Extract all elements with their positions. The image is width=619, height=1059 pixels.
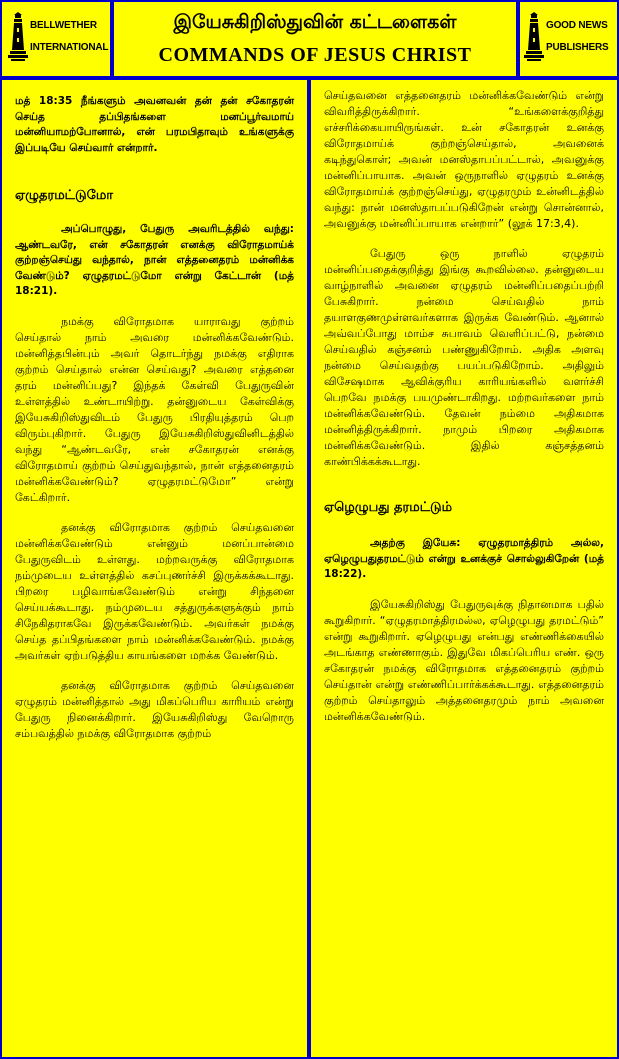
page-title-tamil: இயேசுகிறிஸ்துவின் கட்டளைகள் [173,11,457,33]
logo-line-1: BELLWETHER [30,20,97,31]
section-heading-seven-times: ஏழுதரமட்டுமோ [15,188,114,203]
lighthouse-icon [8,12,28,62]
section-heading-seventy-times: ஏழெழுபது தரமட்டும் [324,500,453,515]
paragraph: இயேசுகிறிஸ்து பேதுருவுக்கு நிதானமாக பதில் கூறுகிறார். “ஏழுதரமாத்திரமல்ல, ஏழெழுபது தரமட்டும்” என்று கூறுகிறார். ஏழெழுபது என்பது எண்ணிக்கையில் அடங்காத எண்ணாகும். இதுவே மிகப்பெரிய எண். ஒரு சகோதரன் நமக்கு விரோதமாக எத்தனைதரம் குற்றம் செய்தான் என்று எண்ணிப்பார்க்கக்கூடாது. எத்தனைதரம் குற்றம் செய்தாலும் அத்தனைதரமும் நாம் அவனை மன்னிக்கவேண்டும். [324,597,604,723]
logo-line-1: GOOD NEWS [546,20,608,31]
bellwether-logo [8,12,108,62]
paragraph: பேதுரு ஒரு நாளில் ஏழுதரம் மன்னிப்பதைக்குறித்து இங்கு கூறவில்லை. தன்னுடைய வாழ்நாளில் அவனை ஏழுதரம் மன்னிப்பதைப்பற்றி பேசுகிறார். நன்மை செய்வதில் நாம் தயாளகுணமுள்ளவர்களாக இருக்க வேண்டும். ஆனால் அவ்வப்போது மாம்ச சுபாவம் வெளிப்பட்டு, நன்மை செய்வதில் கஞ்சனம் பண்ணுகிறோம். அதிக அளவு நன்மை செய்வதற்கு பயப்படுகிறோம். அதிலும் விசேஷமாக ஆவிக்குரிய காரியங்களில் வளர்ச்சி பெறவே நமக்கு பயமுண்டாகிறது. மற்றவர்களை நாம் மன்னிக்கவேண்டும். தேவன் நம்மை அதிகமாக மன்னித்திருக்கிறார். நாமும் பிறரை அதிகமாக மன்னிக்கவேண்டும். இதில் கஞ்சத்தனம் காண்பிக்கக்கூடாது. [324,247,604,468]
paragraph: நமக்கு விரோதமாக யாராவது குற்றம் செய்தால் நாம் அவரை மன்னிக்கவேண்டும். மன்னித்தபின்பும் அவர் தொடர்ந்து நமக்கு எதிராக குற்றம் செய்தால் என்ன செய்வது? அவரை எத்தனை தரம் மன்னிப்பது? இந்தக் கேள்வி பேதுருவின் உள்ளத்தில் உண்டாயிற்று. தன்னுடைய கேள்விக்கு இயேசுகிறிஸ்துவிடம் பேதுரு பிரதியுத்தரம் பெற விரும்புகிறார். பேதுரு இயேசுகிறிஸ்துவினிடத்தில் வந்து “ஆண்டவரே, என் சகோதரன் எனக்கு விரோதமாய் குற்றம் செய்துவந்தால், நான் எத்தனைதரம் மன்னிக்கவேண்டும்? ஏழுதரமட்டுமோ” என்று கேட்கிறார். [15,314,294,504]
goodnews-logo-panel [520,2,617,76]
paragraph: தனக்கு விரோதமாக குற்றம் செய்தவனை மன்னிக்கவேண்டும் என்னும் மனப்பான்மை பேதுருவிடம் உள்ளது. மற்றவருக்கு விரோதமாக நம்முடைய உள்ளத்தில் கசப்புணர்ச்சி இருக்கக்கூடாது. பிறரை பழிவாங்கவேண்டும் என்று சிந்தனை செய்யக்கூடாது. நம்முடைய சத்துருக்களுக்கும் நாம் சிநேகிதராகவே இருக்கவேண்டும். அவர்கள் நமக்கு செய்த தப்பிதங்களை நாம் மன்னிக்கவேண்டும். நமக்கு அவர்கள் ஏற்படுத்திய காயங்களை மறக்க வேண்டும். [15,520,294,662]
verse-matt-18-22: அதற்கு இயேசு: ஏழுதரமாத்திரம் அல்ல, ஏழெழுபதுதரமட்டும் என்று உனக்குச் சொல்லுகிறேன் (மத் 18:22). [324,537,604,580]
bellwether-logo-panel [2,2,110,76]
logo-line-2: INTERNATIONAL [30,42,109,53]
goodnews-logo [524,12,608,62]
page-title-english: COMMANDS OF JESUS CHRIST [158,44,472,66]
left-column [2,80,307,1057]
verse-matt-18-21: அப்பொழுது, பேதுரு அவரிடத்தில் வந்து: ஆண்டவரே, என் சகோதரன் எனக்கு விரோதமாய்க் குற்றஞ்செய்து வந்தால், நான் எத்தனைதரம் மன்னிக்க வேண்டும்? ஏழுதரமட்டுமோ என்று கேட்டான் (மத் 18:21). [15,223,294,297]
right-column [311,80,617,1057]
paragraph: செய்தவனை எத்தனைதரம் மன்னிக்கவேண்டும் என்று விவரித்திருக்கிறார். “உங்களைக்குறித்து எச்சரிக்கையாயிருங்கள். உன் சகோதரன் உனக்கு விரோதமாய்க் குற்றஞ்செய்தால், அவனைக் கடிந்துகொள்; அவன் மனஸ்தாபப்பட்டால், அவனுக்கு மன்னிப்பாயாக. அவன் ஒருநாளில் ஏழுதரம் உனக்கு விரோதமாய்க் குற்றஞ்செய்து, ஏழுதரமும் உன்னிடத்தில் வந்து: நான் மனஸ்தாபப்படுகிறேன் என்று சொன்னால், அவனுக்கு மன்னிப்பாயாக என்றார்” (லூக் 17:3,4). [324,89,604,230]
verse-matt-18-35: மத் 18:35 நீங்களும் அவனவன் தன் தன் சகோதரன் செய்த தப்பிதங்களை மனப்பூர்வமாய் மன்னியாமற்போனால், என் பரமபிதாவும் உங்களுக்கு இப்படியே செய்வார் என்றார். [15,95,294,154]
logo-line-2: PUBLISHERS [546,42,609,53]
paragraph: தனக்கு விரோதமாக குற்றம் செய்தவனை ஏழுதரம் மன்னித்தால் அது மிகப்பெரிய காரியம் என்று பேதுரு நினைக்கிறார். இயேசுகிறிஸ்து வேறொரு சம்பவத்தில் நமக்கு விரோதமாக குற்றம் [15,678,294,740]
header-title-panel [114,2,516,76]
lighthouse-icon [524,12,544,62]
